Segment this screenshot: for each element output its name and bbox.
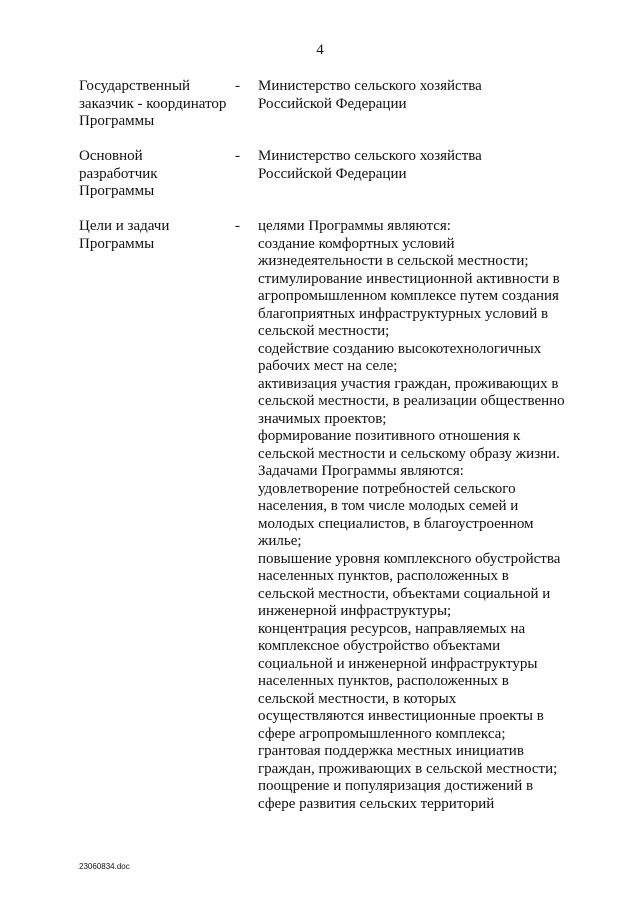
value-line: населенных пунктов, расположенных в: [258, 568, 509, 584]
value-line: населения, в том числе молодых семей и: [258, 498, 519, 514]
value-line: значимых проектов;: [258, 410, 387, 427]
row-value: [258, 218, 598, 813]
row-dash: -: [235, 148, 240, 164]
value-line: содействие созданию высокотехнологичных: [258, 340, 542, 357]
value-line: концентрация ресурсов, направляемых на: [258, 620, 526, 637]
value-line: Задачами Программы являются:: [258, 463, 464, 479]
value-line: повышение уровня комплексного обустройства: [258, 550, 561, 567]
row-value: [258, 78, 598, 113]
value-line: благоприятных инфраструктурных условий в: [258, 305, 549, 322]
value-line: агропромышленном комплексе путем создания: [258, 288, 559, 304]
page-number: 4: [316, 42, 324, 58]
row-dash: -: [235, 78, 240, 94]
file-name-footer: 23060834.doc: [79, 862, 130, 871]
value-line: осуществляются инвестиционные проекты в: [258, 708, 544, 724]
value-line: поощрение и популяризация достижений в: [258, 778, 534, 794]
row-dash: -: [235, 218, 240, 234]
value-line: сельской местности, в реализации общественно: [258, 393, 565, 409]
value-line: стимулирование инвестиционной активности в: [258, 270, 560, 287]
value-line: инженерной инфраструктуры;: [258, 603, 452, 619]
row-label: Цели и задачи Программы: [79, 218, 170, 252]
value-line: создание комфортных условий: [258, 235, 455, 252]
value-line: комплексное обустройство объектами: [258, 638, 501, 654]
value-line: граждан, проживающих в сельской местности;: [258, 760, 558, 777]
value-line: Российской Федерации: [258, 95, 407, 112]
row-value: [258, 148, 598, 183]
value-line: сельской местности и сельскому образу жизни.: [258, 445, 560, 462]
row-label: Основной разработчик Программы: [79, 148, 158, 199]
value-line: формирование позитивного отношения к: [258, 428, 521, 444]
value-line: удовлетворение потребностей сельского: [258, 480, 516, 497]
value-line: жизнедеятельности в сельской местности;: [258, 253, 529, 269]
value-line: грантовая поддержка местных инициатив: [258, 743, 524, 759]
value-line: Министерство сельского хозяйства: [258, 78, 482, 94]
value-line: сфере агропромышленного комплекса;: [258, 725, 506, 742]
value-line: сельской местности, объектами социальной и: [258, 585, 551, 602]
row-label: Государственный заказчик - координатор Программы: [79, 78, 227, 129]
value-line: сельской местности, в которых: [258, 690, 457, 707]
value-line: Российской Федерации: [258, 165, 407, 182]
value-line: активизация участия граждан, проживающих в: [258, 375, 559, 392]
value-line: сфере развития сельских территорий: [258, 795, 495, 812]
value-line: молодых специалистов, в благоустроенном: [258, 515, 534, 532]
value-line: рабочих мест на селе;: [258, 358, 398, 374]
value-line: жилье;: [258, 533, 302, 549]
value-line: социальной и инженерной инфраструктуры: [258, 655, 538, 672]
value-line: населенных пунктов, расположенных в: [258, 673, 509, 689]
value-line: сельской местности;: [258, 323, 390, 339]
value-line: целями Программы являются:: [258, 218, 451, 234]
value-line: Министерство сельского хозяйства: [258, 148, 482, 164]
